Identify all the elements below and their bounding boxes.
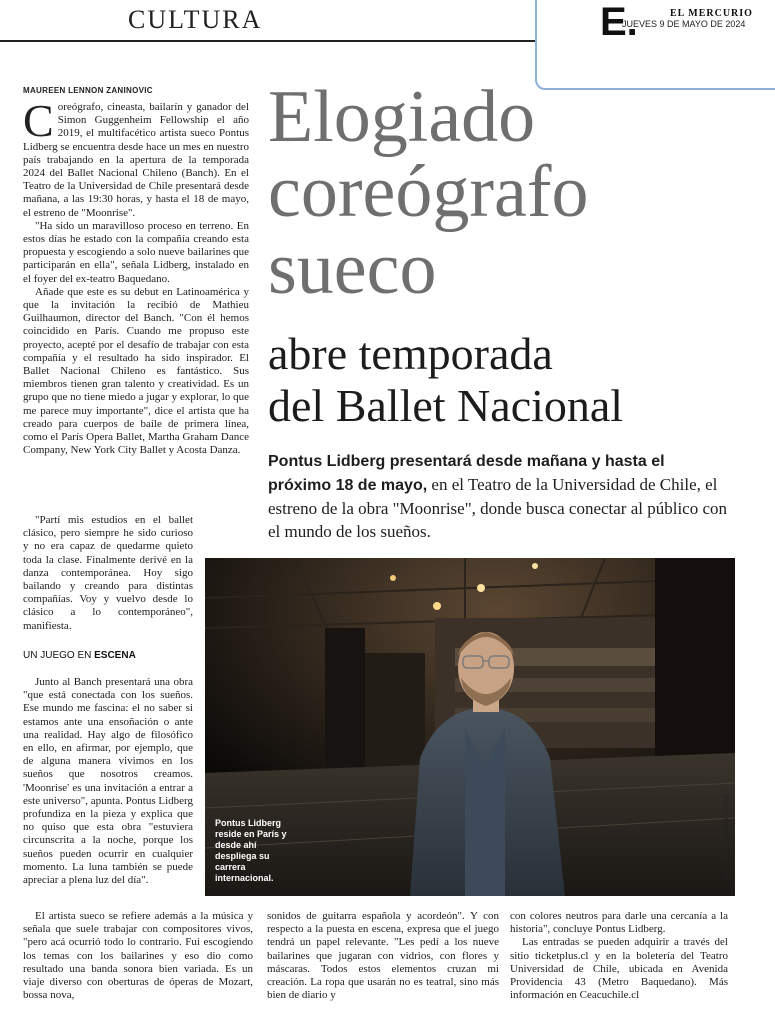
- paragraph-6: El artista sueco se refiere además a la música y señala que suele trabajar con compositores vivos, "pero acá ocurrió todo lo contrario. Fui escogiendo los temas con los bailarines y eso dio como resultado una banda sonora bien variada. Es un viaje diverso con oberturas de óperas de Mozart, bossa nova,: [23, 910, 253, 1002]
- paragraph-8: con colores neutros para darle una cercanía a la historia", concluye Pontus Lidberg.: [510, 910, 728, 936]
- paragraph-3: Añade que este es su debut en Latinoamérica y que la invitación la recibió de Mathieu Guilhaumon, director del Banch. "Con él hemos coincidido en París. Cuando me propuso este proyecto, acepté por el desafío de trabajar con esta compañía y el resultado ha sido inspirador. El Ballet Nacional Chileno es fantástico. Sus miembros tienen gran talento y creatividad. Es un grupo que no tiene miedo a jugar y explorar, lo que me parece muy importante", dice el artista que ha creado para cuerpos de baile de primera línea, como el París Opera Ballet, Martha Graham Dance Company, New York City Ballet y Acosta Danza.: [23, 285, 249, 457]
- headline-line-2: coreógrafo: [268, 151, 589, 233]
- paragraph-5: Junto al Banch presentará una obra "que está conectada con los sueños. Ese mundo me fascina: el no saber si estamos ante una ensoñación o ante una realidad. Hay algo de filosófico en ello, en afirmar, por ejemplo, que de alguna manera vivimos en los sueños que nosotros creamos. 'Moonrise' es una invitación a entrar a este universo", apunta. Pontus Lidberg profundiza en la pieza y explica que no quiso que esta obra "estuviera circunscrita a la noche, porque los sueños pueden ocurrir en cualquier momento. La luna también se puede apreciar a plena luz del día".: [23, 676, 193, 887]
- paragraph-4: "Partí mis estudios en el ballet clásico, pero siempre he sido curioso y no era capaz de quedarme quieto toda la clase. Finalmente derivé en la danza contemporánea. Hoy sigo bailando y creando para distintas compañías. Voy y vuelvo desde lo clásico a lo contemporáneo", manifiesta.: [23, 514, 193, 632]
- paragraph-9: Las entradas se pueden adquirir a través del sitio ticketplus.cl y en la boletería del Teatro Universidad de Chile, ubicada en Avenida Providencia 43 (Metro Baquedano). Más información en Ceacuchile.cl: [510, 936, 728, 1002]
- article-deck: [268, 449, 728, 543]
- article-column-1c: [23, 676, 193, 887]
- bottom-column-2: [267, 910, 499, 1002]
- deck-body: en el Teatro de la Universidad de Chile, el estreno de la obra "Moonrise", donde busca conectar al público con el mundo de los sueños.: [268, 475, 728, 541]
- headline-line-3: sueco: [268, 228, 437, 310]
- photo-credit: FOTO: ALEXIS IBAÑEZ LOPEZ: [724, 794, 730, 880]
- article-column-1b: [23, 514, 193, 633]
- brand-logo: E.: [600, 0, 638, 44]
- byline: MAUREEN LENNON ZANINOVIC: [23, 86, 153, 95]
- issue-date: JUEVES 9 DE MAYO DE 2024: [622, 19, 746, 29]
- article-column-1: [23, 95, 249, 457]
- bottom-column-3: [510, 910, 728, 1002]
- subtitle-line-1: abre temporada: [268, 328, 553, 379]
- deck-lead: Pontus Lidberg presentará desde mañana y hasta el próximo 18 de mayo,: [268, 453, 665, 494]
- paragraph-2: "Ha sido un maravilloso proceso en terreno. En estos días he estado con la compañía creando esta propuesta y escogiendo a solo nueve bailarines que participarán en ella", señala Lidberg, instalado en el foyer del ex-teatro Baquedano.: [23, 219, 249, 285]
- headline-line-1: Elogiado: [268, 76, 536, 158]
- paragraph-1: oreógrafo, cineasta, bailarín y ganador del Simon Guggenheim Fellowship el año 2019, el multifacético artista sueco Pontus Lidberg se encuentra desde hace un mes en nuestro país trabajando en la apertura de la temporada 2024 del Ballet Nacional Chileno (Banch). En el Teatro de la Universidad de Chile presentará desde mañana, a las 19:30 horas, y hasta el 18 de mayo, el estreno de "Moonrise".: [23, 101, 249, 219]
- section-title: CULTURA: [128, 5, 263, 34]
- subtitle-line-2: del Ballet Nacional: [268, 380, 624, 431]
- header-rule: [0, 40, 540, 42]
- drop-cap: C: [23, 95, 54, 146]
- subheading: UN JUEGO EN ESCENA: [23, 650, 136, 661]
- masthead: EL MERCURIO: [670, 8, 753, 19]
- photo-caption: Pontus Lidberg reside en París y desde ahí despliega su carrera internacional.: [215, 818, 287, 883]
- bottom-column-1: [23, 910, 253, 1002]
- paragraph-7: sonidos de guitarra española y acordeón". Y con respecto a la puesta en escena, expresa que el juego tendrá un papel relevante. "Les pedí a los nueve bailarines que jugaran con vidrios, con flores y máscaras. Todos estos elementos cruzan mi creación. La ropa que usarán no es teatral, sino más bien de diario y: [267, 910, 499, 1002]
